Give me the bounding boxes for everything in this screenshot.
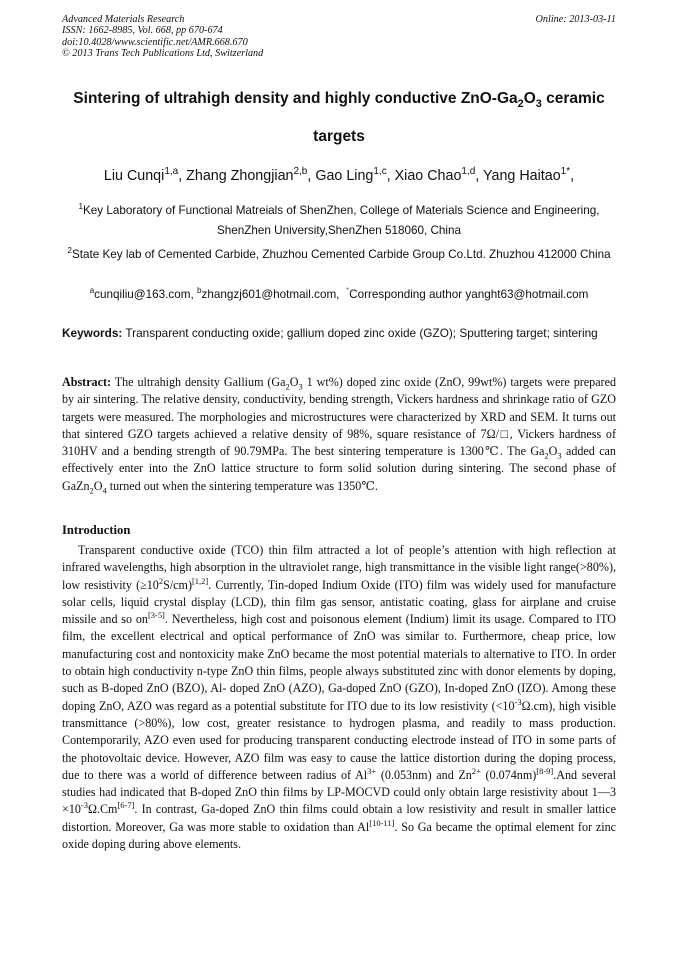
citation: [3-5] xyxy=(147,610,165,621)
paper-title: Sintering of ultrahigh density and highly conductive ZnO-$Ga_2O_3$ ceramic xyxy=(73,90,605,111)
journal-header xyxy=(62,14,263,60)
citation: [10-11] xyxy=(369,817,395,828)
abstract-label: Abstract: xyxy=(62,375,112,389)
asterisk: * xyxy=(345,286,350,296)
affiliation-1: $^1$Key Laboratory of Functional Matreials of ShenZhen, College of Materials Science and Engineering, ShenZhen University,ShenZhen 518060, China xyxy=(78,202,600,237)
author-list: Liu Cunqi$^{1,a}$, Zhang Zhongjian$^{2,b}$, Gao Ling$^{1,c}$, Xiao Chao$^{1,d}$, Yang Haitao$^{1*}$, xyxy=(103,166,575,184)
keywords: Keywords: Transparent conducting oxide; gallium doped zinc oxide (GZO); Sputtering target; sintering xyxy=(62,326,598,340)
corresponding-author: Corresponding author yanght63@hotmail.com xyxy=(349,288,589,301)
citation: [8-9] xyxy=(536,765,554,776)
author-emails: $^a$cunqiliu@163.com, $^b$zhangzj601@hotmail.com, *Corresponding author yanght63@hotmail.com xyxy=(89,286,589,301)
copyright: © 2013 Trans Tech Publications Ltd, Switzerland xyxy=(62,48,264,60)
issn: ISSN: 1662-8985, Vol. 668, pp 670-674 xyxy=(62,25,223,37)
abstract: Abstract: The ultrahigh density Gallium ($Ga_2O_3$ 1 wt%) doped zinc oxide (ZnO, 99wt%) targets were prepared by air sintering. The relative density, conductivity, bending strength, Vickers hardness and shrinkage ratio of GZO targets were measured. The morphologies and microstructures were characterized by XRD and SEM. It turns out that sintered GZO targets achieved a relative density of 98%, square resistance of 7Ω/□, Vickers hardness of 310HV and a bending strength of 90.79MPa. The best sintering temperature is 1300℃. The $Ga_2O_3$ added can effectively enter into the ZnO lattice structure to form solid solution during sintering. The second phase of $GaZn_2O_4$ turned out when the sintering temperature was 1350℃. xyxy=(62,375,616,496)
section-heading-introduction: Introduction xyxy=(62,523,131,537)
citation: [1,2] xyxy=(191,575,209,586)
online-date: Online: 2013-03-11 xyxy=(535,14,616,25)
paper-title-line2: targets xyxy=(313,128,365,145)
keywords-label: Keywords: xyxy=(62,326,123,340)
journal-name: Advanced Materials Research xyxy=(62,14,185,25)
citation: [6-7] xyxy=(117,800,135,811)
affiliation-2: $^2$State Key lab of Cemented Carbide, Zhuzhou Cemented Carbide Group Co.Ltd. Zhuzhou 412000 China xyxy=(67,246,611,261)
doi: doi:10.4028/www.scientific.net/AMR.668.670 xyxy=(62,36,248,48)
introduction-paragraph: Transparent conductive oxide (TCO) thin film attracted a lot of people’s attention with high reflection at infrared wavelengths, high absorption in the ultraviolet range, high transmittance in the visible light range(>80%), low resistivity $(\ge 10^2S/cm)[1,2]$. Currently, Tin-doped Indium Oxide (ITO) film was widely used for manufacture solar cells, liquid crystal display (LCD), thin film gas sensor, antistatic coating, glass for airplane and cruise missile and so on[3-5]. Nevertheless, high cost and poisonous element (Indium) limit its usage. Compared to ITO film, the excellent electrical and optical performance of ZnO was similar to. Furthermore, cheap price, low manufacturing cost and nontoxicity make ZnO became the most potential materials to alternative to ITO. In order to obtain high conductivity n-type ZnO thin films, people always substituted zinc with donor elements by doping, such as B-doped ZnO (BZO), Al- doped ZnO (AZO), Ga-doped ZnO (GZO), In-doped ZnO (IZO). Among these doping ZnO, AZO was regard as a potential substitute for ITO due to its low resistivity $(<10^{-3}\Omega.cm)$, high visible transmittance (>80%), low cost, greater resistance to hydrogen plasma, and readily to mass production. Contemporarily, AZO even used for producing transparent conducting electrode instead of ITO in some parts of the photovoltaic device. However, AZO film was easy to cause the lattice distortion during the doping process, due to there was a world of difference between radius of $Al^{3+}$ (0.053nm) and $Zn^{2+}$ (0.074nm)[8-9].And several studies had indicated that B-doped ZnO thin films by LP-MOCVD could only obtain large resistivity about 1—3 $\times 10^{-3}\Omega.Cm[6-7]$. In contrast, Ga-doped ZnO thin films could obtain a low resistivity and result in smaller lattice distortion. Moreover, Ga was more stable to oxidation than Al[10-11]. So Ga became the optimal element for zinc oxide doping during above elements. xyxy=(62,543,616,852)
